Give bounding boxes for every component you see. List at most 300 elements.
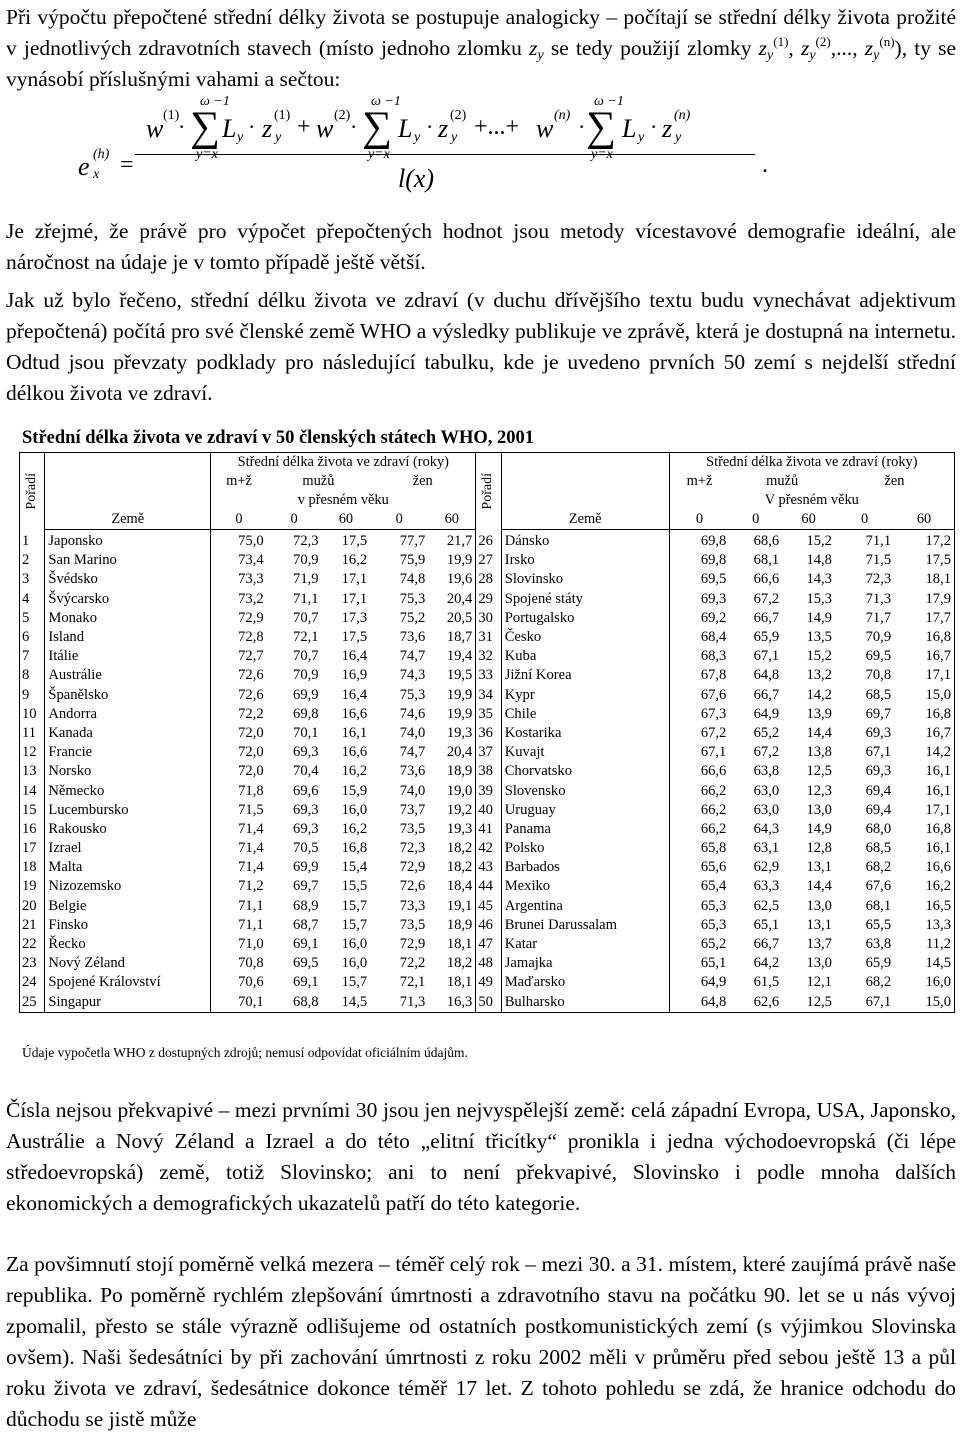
value-cell: 68,5: [865, 840, 892, 857]
age-col: 60: [428, 510, 476, 530]
table-row: [20, 762, 955, 781]
dot-3: ·: [350, 114, 358, 139]
country-cell: Maďarsko: [504, 974, 566, 991]
value-cell: 65,9: [865, 955, 892, 972]
value-cell: 69,6: [293, 782, 319, 799]
rank-cell: 19: [20, 877, 45, 896]
rank-cell: 42: [476, 839, 501, 858]
rank-cell: 41: [476, 820, 501, 839]
sup-2: (2): [815, 34, 831, 49]
value-cell: 69,4: [865, 782, 892, 799]
value-cell: 69,5: [865, 648, 892, 665]
table-row: [20, 724, 955, 743]
table-row: [20, 781, 955, 800]
value-cell: 70,4: [293, 763, 319, 780]
dot-2: ·: [248, 114, 256, 139]
rank-cell: 2: [20, 551, 45, 570]
age-col: 60: [782, 510, 835, 530]
rank-cell: 24: [20, 973, 45, 992]
value-cell: 16,1: [341, 724, 368, 741]
men-header-left: mužů: [302, 473, 335, 489]
rank-cell: 29: [476, 590, 501, 609]
value-cell: 71,3: [865, 590, 892, 607]
sum1-z-sub: y: [275, 130, 282, 145]
value-cell: 13,0: [806, 955, 832, 972]
value-cell: 67,1: [865, 744, 892, 761]
value-cell: 70,7: [293, 609, 319, 626]
value-cell: 16,1: [894, 762, 954, 781]
group-header-left: Střední délka života ve zdraví (roky): [211, 453, 476, 473]
table-footnote: Údaje vypočetla WHO z dostupných zdrojů; nemusí odpovídat oficiálním údajům.: [22, 1045, 468, 1060]
value-cell: 67,1: [835, 993, 894, 1013]
value-cell: 17,9: [894, 590, 954, 609]
value-cell: 18,1: [894, 570, 954, 589]
value-cell: 70,9: [293, 667, 319, 684]
value-cell: 65,1: [753, 916, 780, 933]
value-cell: 69,9: [293, 686, 319, 703]
value-cell: 15,0: [894, 993, 954, 1013]
value-cell: 73,2: [211, 590, 267, 609]
country-cell: Německo: [48, 782, 105, 799]
value-cell: 18,1: [428, 935, 476, 954]
mz-header-left: m+ž: [211, 472, 267, 491]
age-col: 0: [267, 510, 322, 530]
value-cell: 18,7: [428, 628, 476, 647]
country-cell: Monako: [48, 609, 97, 626]
value-cell: 16,2: [341, 552, 368, 569]
rank-cell: 7: [20, 647, 45, 666]
value-cell: 17,1: [341, 571, 368, 588]
table-row: [20, 609, 955, 628]
value-cell: 16,6: [341, 744, 368, 761]
country-cell: Singapur: [45, 993, 211, 1013]
value-cell: 74,7: [399, 648, 426, 665]
country-cell: Rakousko: [48, 820, 107, 837]
value-cell: 68,5: [865, 686, 892, 703]
table-row: [20, 801, 955, 820]
value-cell: 73,4: [211, 551, 267, 570]
mz-header-right: m+ž: [669, 472, 729, 491]
value-cell: 71,4: [211, 839, 267, 858]
intro-text: Při výpočtu přepočtené střední délky života se postupuje analogicky – počítají se střední délky života prožité v jednotlivých zdravotních stavech (místo jednoho zlomku: [6, 5, 956, 60]
value-cell: 75,0: [211, 530, 267, 552]
value-cell: 13,5: [806, 629, 832, 646]
value-cell: 13,1: [806, 916, 832, 933]
value-cell: 73,3: [211, 570, 267, 589]
sumn-L: L: [622, 114, 637, 143]
value-cell: 69,9: [293, 859, 319, 876]
value-cell: 71,5: [211, 801, 267, 820]
value-cell: 69,1: [293, 936, 319, 953]
value-cell: 69,3: [293, 801, 319, 818]
age-col: 0: [211, 510, 267, 530]
value-cell: 72,2: [211, 705, 267, 724]
value-cell: 77,7: [399, 533, 426, 550]
value-cell: 12,8: [806, 840, 832, 857]
value-cell: 13,7: [806, 936, 832, 953]
value-cell: 17,1: [894, 666, 954, 685]
rank-cell: 45: [476, 897, 501, 916]
rank-cell: 11: [20, 724, 45, 743]
value-cell: 13,9: [806, 705, 832, 722]
table-row: [20, 551, 955, 570]
value-cell: 75,9: [399, 552, 426, 569]
table-row: [20, 993, 955, 1013]
sup-1: (1): [773, 34, 789, 49]
value-cell: 15,3: [806, 590, 832, 607]
table-row: [20, 897, 955, 916]
age-col: 0: [835, 510, 894, 530]
value-cell: 16,8: [341, 840, 368, 857]
rank-cell: 6: [20, 628, 45, 647]
country-cell: Irsko: [504, 552, 535, 569]
value-cell: 15,0: [894, 686, 954, 705]
value-cell: 61,5: [753, 974, 780, 991]
value-cell: 72,3: [399, 840, 426, 857]
value-cell: 66,7: [753, 936, 780, 953]
table-row: [20, 530, 955, 552]
country-cell: Francie: [48, 744, 93, 761]
value-cell: 69,3: [865, 724, 892, 741]
value-cell: 19,5: [428, 666, 476, 685]
value-cell: 74,0: [399, 782, 426, 799]
country-cell: Mexiko: [504, 878, 551, 895]
value-cell: 65,2: [753, 724, 780, 741]
table-row: [20, 628, 955, 647]
value-cell: 71,2: [211, 877, 267, 896]
country-cell: Japonsko: [48, 533, 103, 550]
rank-cell: 3: [20, 570, 45, 589]
value-cell: 64,9: [669, 973, 729, 992]
paragraph-3: Jak už bylo řečeno, střední délku života ve zdraví (v duchu dřívějšího textu budu vynechávat adjektivum přepočtená) počítá pro své členské země WHO a výsledky publikuje ve zprávě, která je dostupná na internetu. Odtud jsou převzaty podklady pro následující tabulku, kde je uvedeno prvních 50 zemí s nejdelší střední délkou života ve zdraví.: [6, 288, 956, 405]
y-sub: y: [537, 48, 544, 63]
value-cell: 68,3: [669, 647, 729, 666]
value-cell: 16,8: [894, 820, 954, 839]
value-cell: 69,8: [293, 705, 319, 722]
rank-cell: 1: [20, 530, 45, 552]
value-cell: 68,7: [293, 916, 319, 933]
rank-cell: 20: [20, 897, 45, 916]
rank-cell: 44: [476, 877, 501, 896]
intro-text-2: se tedy použijí zlomky: [550, 36, 752, 60]
sumn-sigma: ∑: [586, 104, 616, 150]
value-cell: 73,7: [399, 801, 426, 818]
dot-5: ·: [578, 114, 586, 139]
value-cell: 74,6: [399, 705, 426, 722]
rank-cell: 23: [20, 954, 45, 973]
value-cell: 19,9: [428, 686, 476, 705]
sum2-z-sup: (2): [450, 108, 467, 123]
value-cell: 70,9: [865, 629, 892, 646]
sumn-z-sup: (n): [674, 108, 691, 123]
value-cell: 19,4: [428, 647, 476, 666]
value-cell: 16,2: [341, 763, 368, 780]
value-cell: 15,4: [341, 859, 368, 876]
value-cell: 13,8: [806, 744, 832, 761]
value-cell: 13,3: [894, 916, 954, 935]
country-cell: Spojené Království: [48, 974, 161, 991]
value-cell: 72,9: [399, 859, 426, 876]
value-cell: 69,3: [293, 820, 319, 837]
sum2-upper: ω −1: [371, 94, 401, 109]
value-cell: 17,5: [341, 629, 368, 646]
value-cell: 68,1: [753, 552, 780, 569]
rank-cell: 9: [20, 686, 45, 705]
value-cell: 18,2: [428, 954, 476, 973]
sumn-z-sub: y: [675, 130, 682, 145]
rank-cell: 16: [20, 820, 45, 839]
value-cell: 65,8: [669, 839, 729, 858]
sumn-upper: ω −1: [594, 94, 624, 109]
value-cell: 69,1: [293, 974, 319, 991]
value-cell: 16,8: [894, 628, 954, 647]
rank-cell: 43: [476, 858, 501, 877]
intro-tail: ), ty se vynásobí příslušnými vahami a sečtou:: [6, 36, 957, 91]
value-cell: 20,4: [428, 590, 476, 609]
country-cell: Řecko: [48, 936, 86, 953]
value-cell: 16,0: [341, 955, 368, 972]
country-cell: Finsko: [48, 916, 89, 933]
value-cell: 71,1: [211, 916, 267, 935]
value-cell: 21,7: [428, 530, 476, 552]
paragraph-5: Za povšimnutí stojí poměrně velká mezera – téměř celý rok – mezi 30. a 31. místem, které zaujímá právě naše republika. Po poměrně rychlém zlepšování úmrtnosti a zdravotního stavu na počátku 90. let se u nás vývoj zpomalil, přesto se stále výrazně odlišujeme od ostatních postkomunistických zemí (s výjimkou Slovinska ovšem). Naši šedesátníci by při zachování úmrtnosti z roku 2002 měli v průměru před sebou ještě 13 a půl roku života ve zdraví, šedesátnice dokonce téměř 17 let. Z tohoto pohledu se zdá, že hranice odchodu do důchodu se jistě může: [6, 1252, 956, 1431]
value-cell: 64,8: [753, 667, 780, 684]
table-row: [20, 705, 955, 724]
weight-w2-sup: (2): [334, 108, 351, 123]
value-cell: 69,3: [865, 763, 892, 780]
value-cell: 63,8: [753, 763, 780, 780]
value-cell: 19,9: [428, 551, 476, 570]
value-cell: 66,2: [669, 801, 729, 820]
country-header-left: Země: [45, 510, 211, 530]
value-cell: 18,2: [428, 858, 476, 877]
value-cell: 63,8: [865, 936, 892, 953]
value-cell: 64,2: [753, 955, 780, 972]
value-cell: 70,8: [211, 954, 267, 973]
value-cell: 64,8: [669, 993, 729, 1013]
value-cell: 16,5: [894, 897, 954, 916]
country-cell: Uruguay: [504, 801, 556, 818]
rank-cell: 18: [20, 858, 45, 877]
rank-cell: 47: [476, 935, 501, 954]
z1-symbol: z: [758, 36, 768, 60]
value-cell: 65,1: [669, 954, 729, 973]
denominator: l(x): [398, 164, 435, 193]
value-cell: 16,7: [894, 724, 954, 743]
value-cell: 70,9: [293, 552, 319, 569]
value-cell: 15,2: [806, 533, 832, 550]
value-cell: 20,4: [428, 743, 476, 762]
value-cell: 66,6: [669, 762, 729, 781]
z-symbol: z: [529, 36, 538, 60]
value-cell: 15,2: [806, 648, 832, 665]
country-cell: Kanada: [48, 724, 93, 741]
value-cell: 74,0: [399, 724, 426, 741]
rank-cell: 38: [476, 762, 501, 781]
value-cell: 75,2: [399, 609, 426, 626]
value-cell: 70,1: [211, 993, 267, 1013]
value-cell: 16,4: [341, 648, 368, 665]
value-cell: 68,0: [865, 820, 892, 837]
age-col: 60: [894, 510, 954, 530]
rank-cell: 22: [20, 935, 45, 954]
value-cell: 69,8: [669, 530, 729, 552]
country-cell: Kostarika: [504, 724, 562, 741]
sum1-upper: ω −1: [200, 94, 230, 109]
country-cell: Švédsko: [48, 571, 98, 588]
country-cell: Dánsko: [504, 533, 550, 550]
value-cell: 63,0: [753, 801, 780, 818]
value-cell: 71,1: [211, 897, 267, 916]
rank-cell: 50: [476, 993, 501, 1013]
value-cell: 15,9: [341, 782, 368, 799]
value-cell: 16,6: [894, 858, 954, 877]
value-cell: 74,7: [399, 744, 426, 761]
table-body: [20, 530, 955, 1013]
value-cell: 17,1: [341, 590, 368, 607]
value-cell: 67,1: [669, 743, 729, 762]
value-cell: 72,0: [211, 762, 267, 781]
value-cell: 75,3: [399, 686, 426, 703]
value-cell: 67,2: [753, 590, 780, 607]
value-cell: 15,5: [341, 878, 368, 895]
value-cell: 62,9: [753, 859, 780, 876]
value-cell: 20,5: [428, 609, 476, 628]
value-cell: 16,0: [341, 936, 368, 953]
rank-cell: 39: [476, 781, 501, 800]
table-row: [20, 820, 955, 839]
value-cell: 68,6: [753, 533, 780, 550]
value-cell: 70,6: [211, 973, 267, 992]
value-cell: 14,2: [894, 743, 954, 762]
value-cell: 14,3: [806, 571, 832, 588]
dot-6: ·: [650, 114, 658, 139]
value-cell: 66,7: [753, 609, 780, 626]
value-cell: 72,3: [293, 533, 319, 550]
value-cell: 15,7: [341, 974, 368, 991]
value-cell: 70,1: [293, 724, 319, 741]
sum2-sigma: ∑: [362, 104, 392, 150]
country-cell: Barbados: [504, 859, 560, 876]
value-cell: 71,0: [211, 935, 267, 954]
value-cell: 72,9: [399, 936, 426, 953]
sum2-L: L: [398, 114, 413, 143]
age-col: 0: [669, 510, 729, 530]
table-row: [20, 858, 955, 877]
value-cell: 65,3: [669, 897, 729, 916]
value-cell: 14,5: [894, 954, 954, 973]
value-cell: 12,5: [782, 993, 835, 1013]
women-header-right: žen: [835, 472, 955, 491]
rank-cell: 17: [20, 839, 45, 858]
sum2-L-sub: y: [414, 130, 421, 145]
country-cell: Belgie: [48, 897, 87, 914]
country-cell: Kypr: [504, 686, 535, 703]
rank-cell: 48: [476, 954, 501, 973]
value-cell: 66,7: [753, 686, 780, 703]
value-cell: 19,0: [428, 781, 476, 800]
value-cell: 64,3: [753, 820, 780, 837]
country-cell: Norsko: [48, 763, 92, 780]
country-cell: Brunei Darussalam: [504, 916, 617, 933]
sum1-L-sub: y: [237, 130, 244, 145]
value-cell: 71,4: [211, 858, 267, 877]
sumn-L-sub: y: [638, 130, 645, 145]
country-cell: Itálie: [48, 648, 79, 665]
rank-cell: 36: [476, 724, 501, 743]
value-cell: 14,8: [806, 552, 832, 569]
value-cell: 17,3: [341, 609, 368, 626]
table-row: [20, 935, 955, 954]
rank-cell: 34: [476, 686, 501, 705]
value-cell: 13,0: [806, 801, 832, 818]
value-cell: 69,2: [669, 609, 729, 628]
value-cell: 72,6: [211, 686, 267, 705]
sum1-lower: y=x: [196, 147, 218, 162]
country-cell: Panama: [504, 820, 551, 837]
country-cell: San Marino: [48, 552, 117, 569]
rank-cell: 4: [20, 590, 45, 609]
value-cell: 66,6: [753, 571, 780, 588]
country-cell: Spojené státy: [504, 590, 583, 607]
value-cell: 73,5: [399, 916, 426, 933]
table-row: [20, 839, 955, 858]
rank-cell: 8: [20, 666, 45, 685]
value-cell: 67,6: [669, 686, 729, 705]
value-cell: 13,2: [806, 667, 832, 684]
value-cell: 14,5: [322, 993, 371, 1013]
sum1-z: z: [262, 114, 273, 143]
value-cell: 14,9: [806, 820, 832, 837]
paragraph-4: Čísla nejsou překvapivé – mezi prvními 30 jsou jen nejvyspělejší země: celá západní Evropa, USA, Japonsko, Austrálie a Nový Zéland a Izrael a do této „elitní třicítky“ pronikla i jedna východoevropská (či lépe středoevropská) země, totiž Slovinsko; ani to není překvapivé, Slovinsko i podle mnoha dalších ekonomických a demografických ukazatelů patří do této kategorie.: [6, 1098, 956, 1215]
country-cell: Slovensko: [504, 782, 566, 799]
value-cell: 63,1: [753, 840, 780, 857]
country-cell: Jižní Korea: [504, 667, 572, 684]
table-row: [20, 877, 955, 896]
value-cell: 64,9: [753, 705, 780, 722]
value-cell: 63,3: [753, 878, 780, 895]
value-cell: 15,7: [341, 897, 368, 914]
table-row: [20, 954, 955, 973]
rank-cell: 31: [476, 628, 501, 647]
value-cell: 75,3: [399, 590, 426, 607]
rank-cell: 26: [476, 530, 501, 552]
country-cell: Malta: [48, 859, 83, 876]
weight-wn-sup: (n): [554, 108, 571, 123]
hale-table: [19, 452, 955, 1013]
value-cell: 71,1: [293, 590, 319, 607]
value-cell: 16,0: [341, 801, 368, 818]
country-cell: Austrálie: [48, 667, 102, 684]
value-cell: 71,1: [865, 533, 892, 550]
sumn-z: z: [662, 114, 673, 143]
country-header-right: Země: [501, 510, 669, 530]
value-cell: 69,4: [865, 801, 892, 818]
age-header-left: v přesném věku: [211, 491, 476, 510]
value-cell: 68,1: [865, 897, 892, 914]
rank-cell: 14: [20, 781, 45, 800]
value-cell: 67,2: [753, 744, 780, 761]
rank-cell: 49: [476, 973, 501, 992]
value-cell: 72,1: [293, 629, 319, 646]
value-cell: 62,6: [729, 993, 782, 1013]
value-cell: 72,8: [211, 628, 267, 647]
country-cell: Chile: [504, 705, 537, 722]
value-cell: 17,7: [894, 609, 954, 628]
value-cell: 62,5: [753, 897, 780, 914]
table-title: Střední délka života ve zdraví v 50 členských státech WHO, 2001: [22, 428, 534, 448]
sup-n: (n): [879, 34, 895, 49]
